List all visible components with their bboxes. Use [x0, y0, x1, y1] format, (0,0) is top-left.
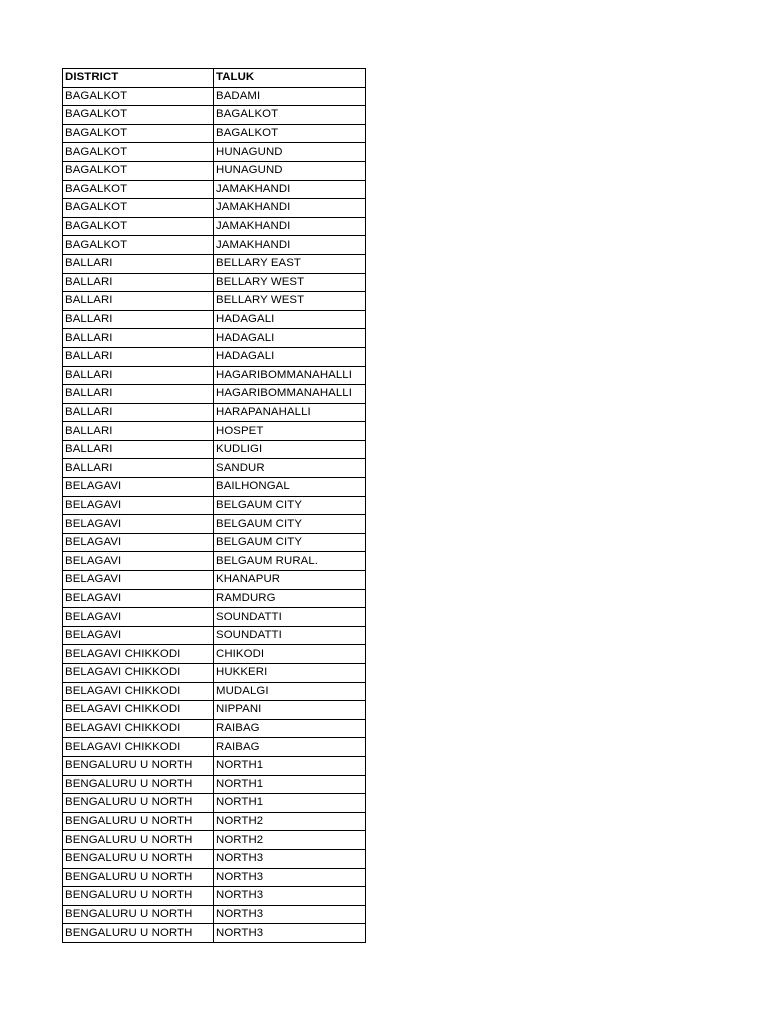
district-cell: BELAGAVI	[63, 533, 214, 552]
table-row	[63, 124, 366, 143]
district-cell: BENGALURU U NORTH	[63, 812, 214, 831]
taluk-cell: HUKKERI	[214, 664, 366, 683]
district-cell: BENGALURU U NORTH	[63, 831, 214, 850]
taluk-cell: KUDLIGI	[214, 440, 366, 459]
table-row	[63, 273, 366, 292]
taluk-cell: JAMAKHANDI	[214, 236, 366, 255]
table-row	[63, 254, 366, 273]
taluk-cell: HADAGALI	[214, 310, 366, 329]
table-row	[63, 831, 366, 850]
taluk-cell: SOUNDATTI	[214, 608, 366, 627]
taluk-cell: RAIBAG	[214, 738, 366, 757]
district-cell: BELAGAVI	[63, 478, 214, 497]
taluk-cell: NORTH2	[214, 812, 366, 831]
table-row	[63, 143, 366, 162]
table-row	[63, 738, 366, 757]
district-cell: BELAGAVI	[63, 589, 214, 608]
district-cell: BALLARI	[63, 310, 214, 329]
district-cell: BENGALURU U NORTH	[63, 775, 214, 794]
table-row	[63, 812, 366, 831]
district-cell: BAGALKOT	[63, 106, 214, 125]
table-body	[63, 87, 366, 942]
table-row	[63, 310, 366, 329]
table-row	[63, 366, 366, 385]
district-cell: BENGALURU U NORTH	[63, 868, 214, 887]
table-row	[63, 924, 366, 943]
table-row	[63, 496, 366, 515]
district-cell: BAGALKOT	[63, 124, 214, 143]
district-cell: BELAGAVI	[63, 571, 214, 590]
table-row	[63, 180, 366, 199]
taluk-cell: JAMAKHANDI	[214, 180, 366, 199]
table-row	[63, 347, 366, 366]
table-row	[63, 329, 366, 348]
district-cell: BENGALURU U NORTH	[63, 924, 214, 943]
table-row	[63, 794, 366, 813]
table-row	[63, 887, 366, 906]
district-cell: BENGALURU U NORTH	[63, 905, 214, 924]
taluk-cell: SOUNDATTI	[214, 626, 366, 645]
table-row	[63, 385, 366, 404]
taluk-cell: BELGAUM CITY	[214, 496, 366, 515]
table-row	[63, 440, 366, 459]
table-row	[63, 106, 366, 125]
taluk-cell: NORTH2	[214, 831, 366, 850]
district-cell: BENGALURU U NORTH	[63, 756, 214, 775]
taluk-cell: HOSPET	[214, 422, 366, 441]
district-cell: BAGALKOT	[63, 180, 214, 199]
taluk-cell: HUNAGUND	[214, 161, 366, 180]
taluk-cell: RAIBAG	[214, 719, 366, 738]
district-cell: BELAGAVI CHIKKODI	[63, 738, 214, 757]
taluk-cell: NORTH1	[214, 756, 366, 775]
district-cell: BELAGAVI CHIKKODI	[63, 719, 214, 738]
district-cell: BENGALURU U NORTH	[63, 794, 214, 813]
district-cell: BELAGAVI	[63, 626, 214, 645]
district-cell: BAGALKOT	[63, 87, 214, 106]
district-cell: BELAGAVI	[63, 496, 214, 515]
table-row	[63, 478, 366, 497]
taluk-cell: HAGARIBOMMANAHALLI	[214, 385, 366, 404]
taluk-cell: NORTH3	[214, 849, 366, 868]
taluk-cell: BAGALKOT	[214, 106, 366, 125]
district-cell: BALLARI	[63, 366, 214, 385]
table-row	[63, 422, 366, 441]
district-taluk-table	[62, 68, 366, 943]
column-header-district: DISTRICT	[63, 69, 214, 88]
table-row	[63, 571, 366, 590]
taluk-cell: HUNAGUND	[214, 143, 366, 162]
taluk-cell: NORTH1	[214, 775, 366, 794]
taluk-cell: RAMDURG	[214, 589, 366, 608]
taluk-cell: BELGAUM CITY	[214, 515, 366, 534]
table-row	[63, 701, 366, 720]
district-cell: BELAGAVI	[63, 515, 214, 534]
table-row	[63, 589, 366, 608]
district-cell: BALLARI	[63, 385, 214, 404]
table-row	[63, 515, 366, 534]
taluk-cell: BADAMI	[214, 87, 366, 106]
table-row	[63, 905, 366, 924]
taluk-cell: NORTH3	[214, 887, 366, 906]
district-cell: BELAGAVI CHIKKODI	[63, 701, 214, 720]
taluk-cell: JAMAKHANDI	[214, 199, 366, 218]
table-header-row	[63, 69, 366, 88]
table-row	[63, 626, 366, 645]
taluk-cell: BELLARY EAST	[214, 254, 366, 273]
taluk-cell: SANDUR	[214, 459, 366, 478]
taluk-cell: CHIKODI	[214, 645, 366, 664]
district-cell: BALLARI	[63, 254, 214, 273]
taluk-cell: BELGAUM RURAL.	[214, 552, 366, 571]
taluk-cell: JAMAKHANDI	[214, 217, 366, 236]
district-cell: BALLARI	[63, 329, 214, 348]
taluk-cell: BELGAUM CITY	[214, 533, 366, 552]
table-row	[63, 664, 366, 683]
taluk-cell: BELLARY WEST	[214, 273, 366, 292]
district-cell: BALLARI	[63, 422, 214, 441]
taluk-cell: NIPPANI	[214, 701, 366, 720]
table-row	[63, 87, 366, 106]
taluk-cell: HADAGALI	[214, 329, 366, 348]
taluk-cell: NORTH1	[214, 794, 366, 813]
taluk-cell: HAGARIBOMMANAHALLI	[214, 366, 366, 385]
taluk-cell: NORTH3	[214, 868, 366, 887]
table-row	[63, 199, 366, 218]
district-cell: BAGALKOT	[63, 161, 214, 180]
table-row	[63, 775, 366, 794]
district-cell: BAGALKOT	[63, 143, 214, 162]
table-row	[63, 161, 366, 180]
table-row	[63, 552, 366, 571]
table-row	[63, 719, 366, 738]
district-cell: BALLARI	[63, 440, 214, 459]
district-cell: BALLARI	[63, 347, 214, 366]
taluk-cell: NORTH3	[214, 924, 366, 943]
table-row	[63, 403, 366, 422]
column-header-taluk: TALUK	[214, 69, 366, 88]
taluk-cell: HARAPANAHALLI	[214, 403, 366, 422]
district-cell: BALLARI	[63, 459, 214, 478]
taluk-cell: BELLARY WEST	[214, 292, 366, 311]
district-cell: BALLARI	[63, 403, 214, 422]
table-row	[63, 459, 366, 478]
district-taluk-sheet	[62, 68, 366, 943]
table-row	[63, 756, 366, 775]
district-cell: BELAGAVI	[63, 552, 214, 571]
taluk-cell: NORTH3	[214, 905, 366, 924]
table-row	[63, 533, 366, 552]
table-row	[63, 645, 366, 664]
district-cell: BELAGAVI	[63, 608, 214, 627]
table-row	[63, 292, 366, 311]
table-row	[63, 217, 366, 236]
district-cell: BENGALURU U NORTH	[63, 849, 214, 868]
table-row	[63, 608, 366, 627]
taluk-cell: HADAGALI	[214, 347, 366, 366]
taluk-cell: BAILHONGAL	[214, 478, 366, 497]
district-cell: BELAGAVI CHIKKODI	[63, 682, 214, 701]
district-cell: BALLARI	[63, 292, 214, 311]
district-cell: BALLARI	[63, 273, 214, 292]
district-cell: BELAGAVI CHIKKODI	[63, 645, 214, 664]
district-cell: BAGALKOT	[63, 236, 214, 255]
district-cell: BELAGAVI CHIKKODI	[63, 664, 214, 683]
table-row	[63, 868, 366, 887]
district-cell: BENGALURU U NORTH	[63, 887, 214, 906]
table-row	[63, 236, 366, 255]
table-row	[63, 849, 366, 868]
district-cell: BAGALKOT	[63, 199, 214, 218]
taluk-cell: MUDALGI	[214, 682, 366, 701]
taluk-cell: BAGALKOT	[214, 124, 366, 143]
table-row	[63, 682, 366, 701]
district-cell: BAGALKOT	[63, 217, 214, 236]
taluk-cell: KHANAPUR	[214, 571, 366, 590]
